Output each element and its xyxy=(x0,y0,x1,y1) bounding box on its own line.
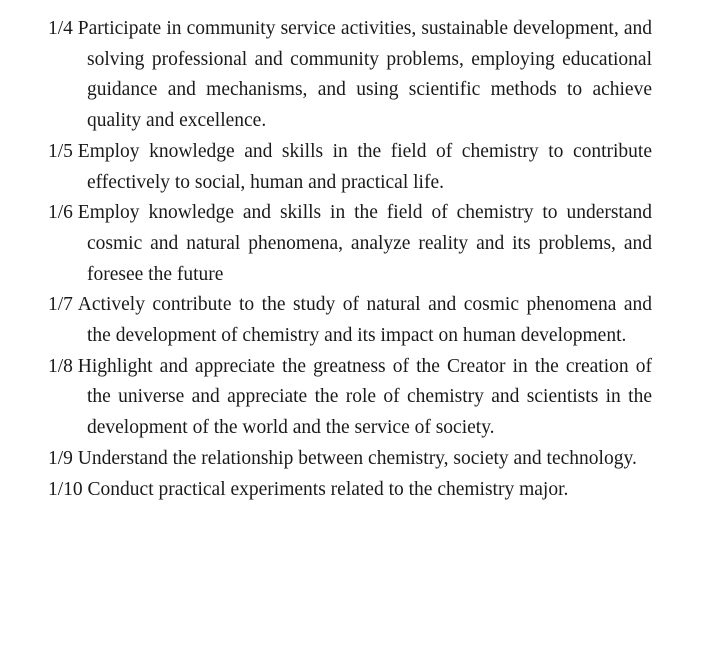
item-number: 1/10 xyxy=(48,478,83,500)
list-item-1-8 xyxy=(48,352,652,444)
item-text: Understand the relationship between chemistry, society and technology. xyxy=(77,447,637,469)
list-item-1-7 xyxy=(48,290,652,351)
item-number: 1/6 xyxy=(48,202,73,224)
list-item-1-6 xyxy=(48,198,652,290)
item-text: Conduct practical experiments related to the chemistry major. xyxy=(87,478,569,500)
list-item-1-4 xyxy=(48,14,652,137)
item-text: Actively contribute to the study of natural and cosmic phenomena and the development of chemistry and its impact on human development. xyxy=(77,294,652,347)
item-text: Employ knowledge and skills in the field of chemistry to understand cosmic and natural phenomena, analyze reality and its problems, and foresee the future xyxy=(77,202,652,285)
item-number: 1/5 xyxy=(48,140,73,162)
document-body xyxy=(48,14,652,505)
list-item-1-5 xyxy=(48,137,652,198)
item-text: Participate in community service activities, sustainable development, and solving professional and community problems, employing educational guidance and mechanisms, and using scientific methods to achieve quality and excellence. xyxy=(77,18,652,132)
item-text: Employ knowledge and skills in the field of chemistry to contribute effectively to social, human and practical life. xyxy=(77,140,652,193)
list-item-1-10 xyxy=(48,475,652,506)
item-number: 1/9 xyxy=(48,447,73,469)
item-number: 1/7 xyxy=(48,294,73,316)
item-text: Highlight and appreciate the greatness of the Creator in the creation of the universe and appreciate the role of chemistry and scientists in the development of the world and the service of society. xyxy=(77,355,652,439)
item-number: 1/4 xyxy=(48,18,73,39)
list-item-1-9 xyxy=(48,444,652,475)
item-number: 1/8 xyxy=(48,355,73,377)
